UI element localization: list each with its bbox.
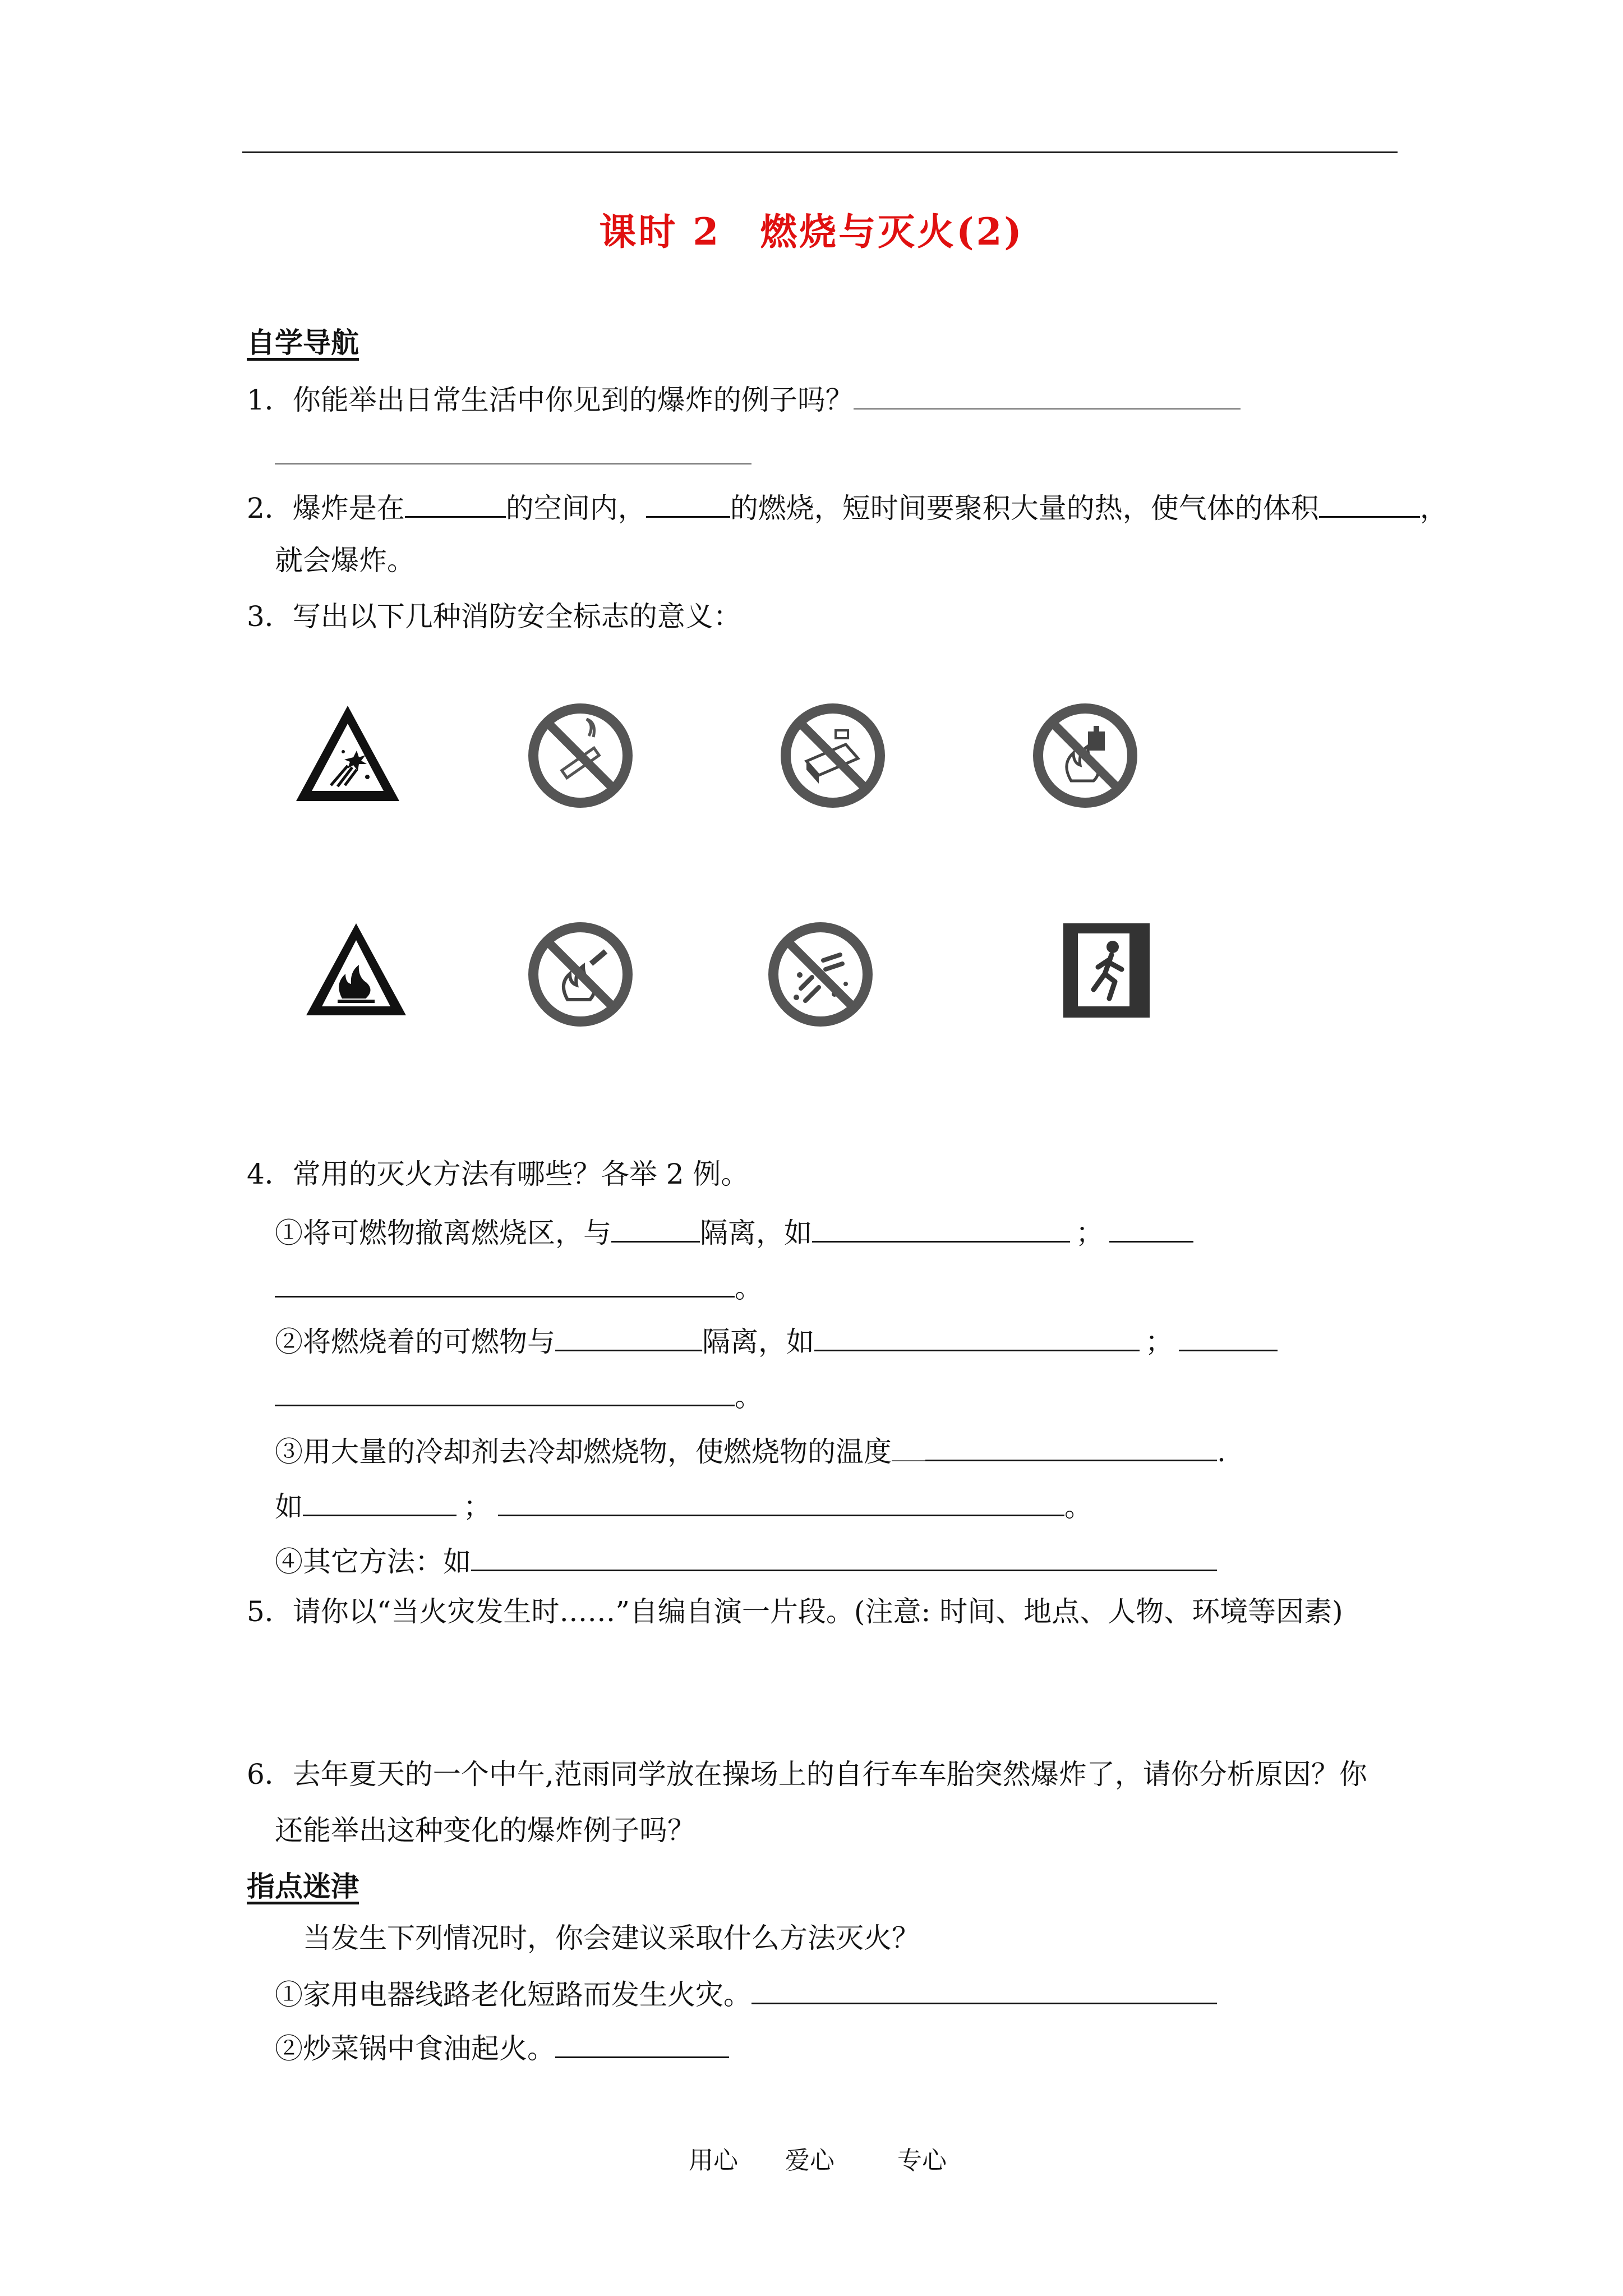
answer-blank[interactable] xyxy=(1179,1320,1278,1351)
guidance-item-text: ①家用电器线路老化短路而发生火灾。 xyxy=(275,1978,751,2011)
period: 。 xyxy=(1064,1490,1092,1523)
flammable-warning-icon xyxy=(303,920,409,1021)
footer-word: 爱心 xyxy=(785,2146,834,2175)
answer-blank[interactable] xyxy=(498,1485,1064,1516)
method-3-text: 如 xyxy=(275,1490,303,1523)
answer-blank[interactable] xyxy=(303,1485,457,1516)
separator: ； xyxy=(1076,1217,1104,1249)
guidance-item-1 xyxy=(275,1973,1217,2013)
answer-blank[interactable] xyxy=(555,2027,729,2058)
header-rule xyxy=(242,151,1398,153)
page-title: 课时 2 燃烧与灭火(2) xyxy=(599,210,1024,254)
answer-blank[interactable] xyxy=(812,1212,1070,1243)
separator: ； xyxy=(1145,1326,1173,1358)
answer-blank[interactable] xyxy=(1109,1212,1193,1243)
method-4 xyxy=(275,1540,1217,1580)
answer-blank[interactable] xyxy=(275,1267,735,1297)
answer-blank[interactable] xyxy=(814,1320,1140,1351)
method-2 xyxy=(275,1320,1278,1360)
question-1 xyxy=(247,379,1241,418)
method-2-text: 隔离，如 xyxy=(702,1326,814,1358)
emergency-exit-icon xyxy=(1059,920,1154,1021)
method-4-text: ④其它方法：如 xyxy=(275,1545,471,1578)
question-6: 6．去年夏天的一个中午,范雨同学放在操场上的自行车车胎突然爆炸了，请你分析原因？你 xyxy=(247,1758,1367,1791)
method-3-cont xyxy=(275,1485,1092,1525)
question-2-text: ， xyxy=(1419,492,1448,524)
answer-blank[interactable] xyxy=(751,1973,1217,2004)
question-2 xyxy=(247,487,1448,527)
guidance-item-2 xyxy=(275,2027,729,2067)
question-4: 4．常用的灭火方法有哪些？各举 2 例。 xyxy=(247,1158,749,1190)
explosive-warning-icon xyxy=(292,701,404,808)
no-smoking-icon xyxy=(527,702,634,809)
answer-blank[interactable] xyxy=(275,1375,735,1406)
method-1 xyxy=(275,1212,1193,1251)
answer-blank[interactable] xyxy=(646,487,730,518)
no-open-flame-icon xyxy=(527,921,634,1028)
no-firecrackers-icon xyxy=(767,921,874,1028)
method-2-cont xyxy=(275,1375,763,1415)
footer-word: 用心 xyxy=(689,2146,738,2175)
answer-blank[interactable] xyxy=(1319,487,1420,518)
guidance-intro: 当发生下列情况时，你会建议采取什么方法灭火？ xyxy=(303,1922,920,1954)
no-flammable-items-icon xyxy=(1032,702,1138,809)
footer-word: 专心 xyxy=(897,2146,947,2175)
method-2-text: ②将燃烧着的可燃物与 xyxy=(275,1326,555,1358)
method-1-text: ①将可燃物撤离燃烧区，与 xyxy=(275,1217,611,1249)
answer-line[interactable] xyxy=(275,463,751,464)
answer-blank[interactable] xyxy=(611,1212,700,1243)
period: 。 xyxy=(735,1272,763,1304)
period: 。 xyxy=(735,1381,763,1413)
answer-blank[interactable] xyxy=(555,1320,702,1351)
method-3-text: ③用大量的冷却剂去冷却燃烧物，使燃烧物的温度 xyxy=(275,1435,892,1468)
answer-blank[interactable] xyxy=(892,1431,925,1461)
question-3: 3．写出以下几种消防安全标志的意义： xyxy=(247,600,741,633)
answer-blank[interactable] xyxy=(405,487,506,518)
section-heading-self-study: 自学导航 xyxy=(247,326,359,359)
method-1-text: 隔离，如 xyxy=(700,1217,812,1249)
no-fireworks-icon xyxy=(780,702,886,809)
method-3 xyxy=(275,1430,1226,1470)
question-2-cont: 就会爆炸。 xyxy=(275,544,415,577)
question-1-text: 1．你能举出日常生活中你见到的爆炸的例子吗？ xyxy=(247,384,854,416)
question-2-text: 2．爆炸是在 xyxy=(247,492,405,524)
separator: ； xyxy=(463,1490,491,1523)
period: . xyxy=(1217,1435,1226,1468)
question-2-text: 的空间内， xyxy=(505,492,646,524)
section-heading-guidance: 指点迷津 xyxy=(247,1870,359,1903)
method-1-cont xyxy=(275,1267,763,1306)
answer-blank[interactable] xyxy=(925,1430,1217,1461)
guidance-item-text: ②炒菜锅中食油起火。 xyxy=(275,2032,555,2065)
question-2-text: 的燃烧，短时间要聚积大量的热，使气体的体积 xyxy=(730,492,1319,524)
question-6-cont: 还能举出这种变化的爆炸例子吗？ xyxy=(275,1814,695,1847)
answer-blank[interactable] xyxy=(471,1540,1217,1571)
answer-blank[interactable] xyxy=(854,379,1241,409)
question-5: 5．请你以“当火灾发生时……”自编自演一片段。(注意: 时间、地点、人物、环境等因素) xyxy=(247,1595,1343,1628)
